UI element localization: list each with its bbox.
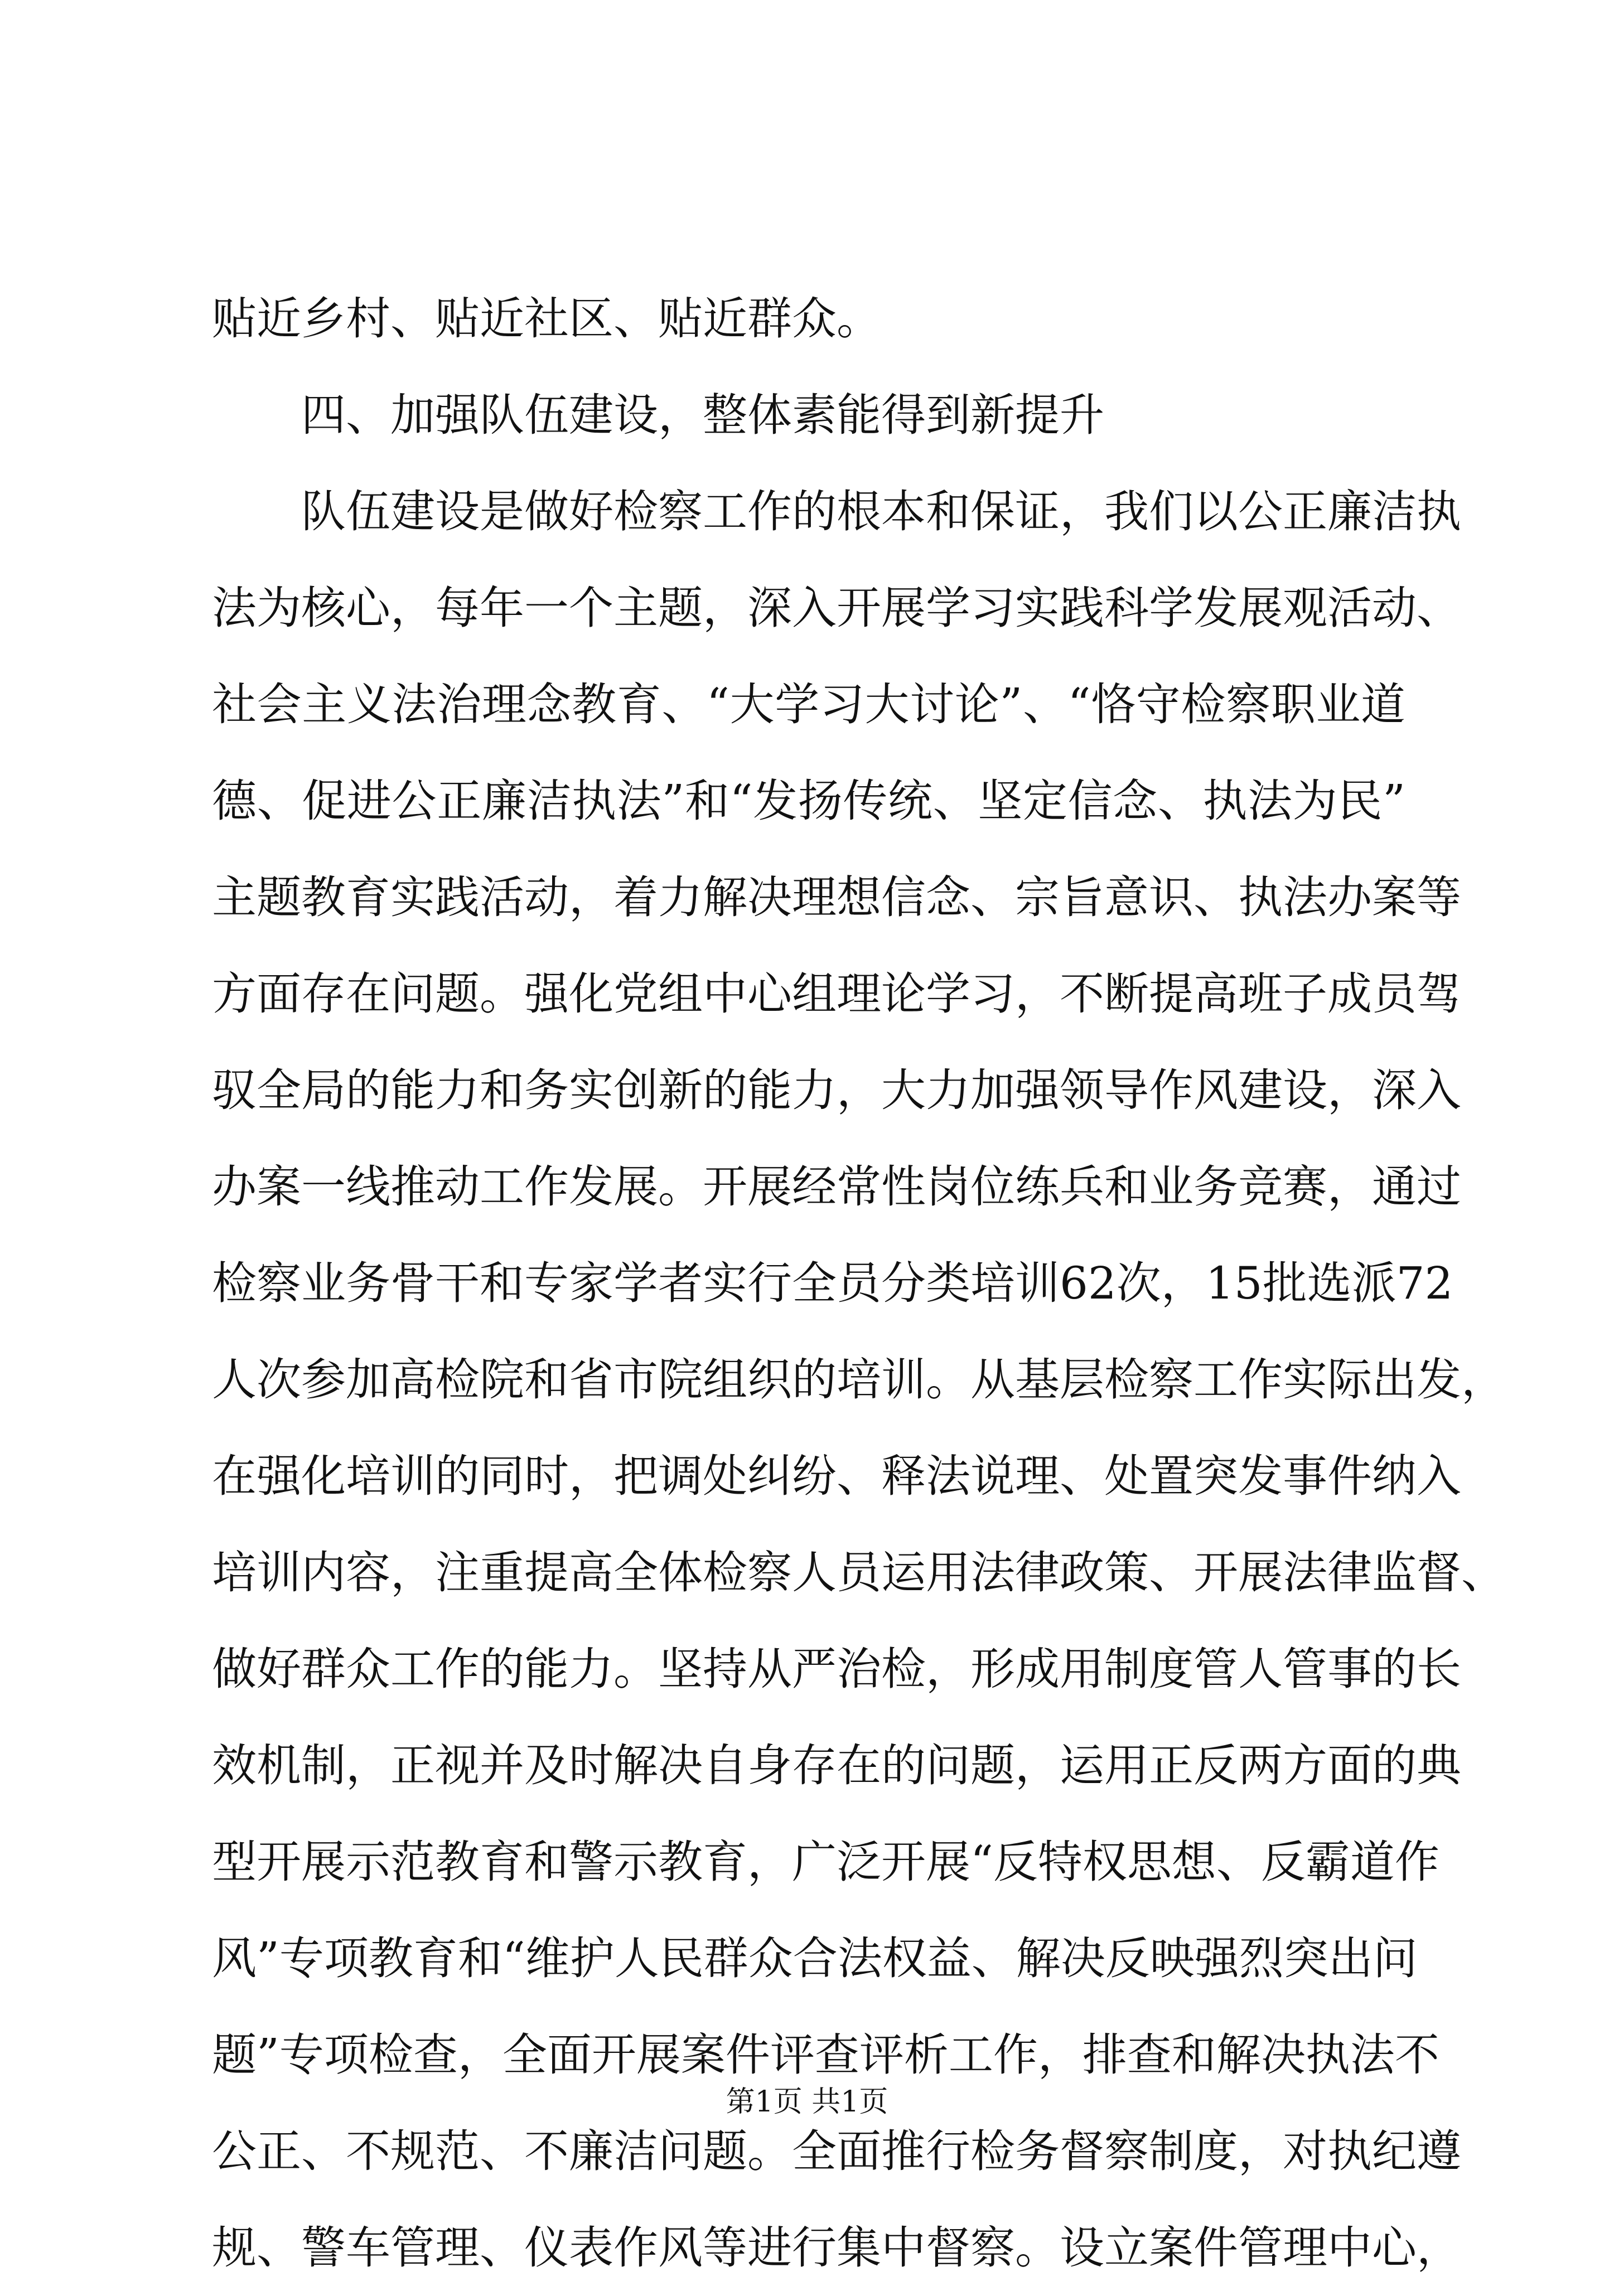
text-line: 主题教育实践活动，着力解决理想信念、宗旨意识、执法办案等 xyxy=(212,871,1461,923)
text-line: 德、促进公正廉洁执法”和“发扬传统、坚定信念、执法为民” xyxy=(212,775,1405,827)
text-line: 型开展示范教育和警示教育，广泛开展“反特权思想、反霸道作 xyxy=(212,1836,1439,1888)
text-line: 人次参加高检院和省市院组织的培训。从基层检察工作实际出发， xyxy=(212,1354,1506,1406)
text-line: 检察业务骨干和专家学者实行全员分类培训62次，15批选派72 xyxy=(212,1257,1453,1309)
page-number: 第1页 共1页 xyxy=(726,2085,888,2119)
text-line: 法为核心，每年一个主题，深入开展学习实践科学发展观活动、 xyxy=(212,582,1461,634)
text-line: 在强化培训的同时，把调处纠纷、释法说理、处置突发事件纳入 xyxy=(212,1450,1461,1502)
text-line: 办案一线推动工作发展。开展经常性岗位练兵和业务竞赛，通过 xyxy=(212,1161,1461,1213)
text-line: 做好群众工作的能力。坚持从严治检，形成用制度管人管事的长 xyxy=(212,1643,1461,1695)
text-line: 公正、不规范、不廉洁问题。全面推行检务督察制度，对执纪遵 xyxy=(212,2125,1461,2177)
text-line: 贴近乡村、贴近社区、贴近群众。 xyxy=(212,293,881,345)
text-line: 社会主义法治理念教育、“大学习大讨论”、“恪守检察职业道 xyxy=(212,679,1405,730)
text-line: 规、警车管理、仪表作风等进行集中督察。设立案件管理中心， xyxy=(212,2222,1461,2274)
section-heading: 四、加强队伍建设，整体素能得到新提升 xyxy=(301,389,1104,441)
text-line: 培训内容，注重提高全体检察人员运用法律政策、开展法律监督、 xyxy=(212,1547,1506,1599)
text-line: 题”专项检查，全面开展案件评查评析工作，排查和解决执法不 xyxy=(212,2029,1439,2081)
text-line: 队伍建设是做好检察工作的根本和保证，我们以公正廉洁执 xyxy=(301,486,1461,537)
page-footer xyxy=(0,2082,1614,2121)
text-line: 驭全局的能力和务实创新的能力，大力加强领导作风建设，深入 xyxy=(212,1064,1461,1116)
document-body xyxy=(212,270,1506,2296)
text-line: 风”专项教育和“维护人民群众合法权益、解决反映强烈突出问 xyxy=(212,1932,1418,1984)
text-line: 效机制，正视并及时解决自身存在的问题，运用正反两方面的典 xyxy=(212,1740,1461,1791)
text-line: 方面存在问题。强化党组中心组理论学习，不断提高班子成员驾 xyxy=(212,968,1461,1020)
